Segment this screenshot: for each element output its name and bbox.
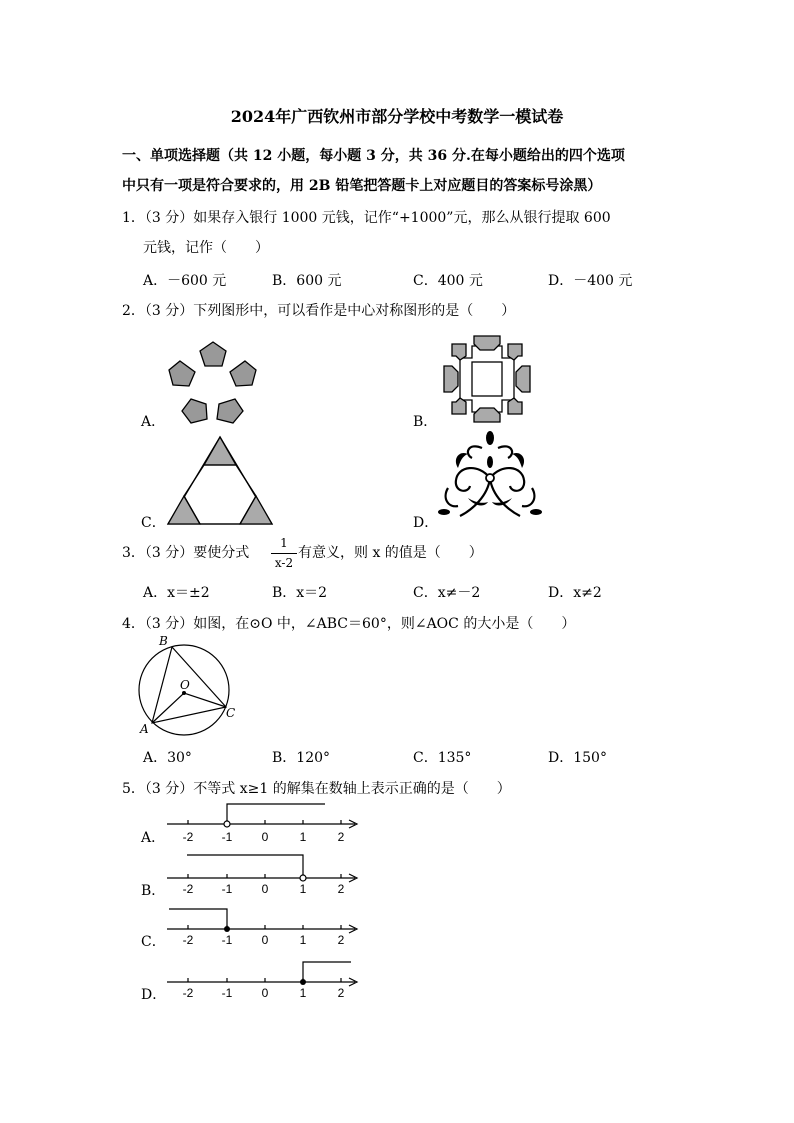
q5-label-c: C． — [141, 934, 166, 950]
q3-option-d: D．x≠2 — [548, 585, 602, 601]
q5-number-line-a — [165, 800, 365, 850]
tick-label: 2 — [337, 882, 345, 896]
tick-label: 2 — [337, 830, 345, 844]
tick-label: -1 — [221, 933, 233, 947]
q1-stem-line1: 1．（3 分）如果存入银行 1000 元钱，记作“+1000”元，那么从银行提取 600 — [122, 210, 611, 226]
tick-label: -2 — [182, 986, 194, 1000]
section-heading-line1: 一、单项选择题（共 12 小题，每小题 3 分，共 36 分.在每小题给出的四个选项 — [122, 148, 625, 164]
q3-option-c: C．x≠－2 — [413, 585, 481, 601]
q1-stem-line2: 元钱，记作（ ） — [143, 240, 269, 256]
q5-number-line-d — [165, 958, 365, 1008]
tick-label: -2 — [182, 882, 194, 896]
q2-label-a: A． — [141, 414, 166, 430]
tick-label: 1 — [299, 986, 307, 1000]
q5-number-line-b — [165, 854, 365, 904]
tick-label: 1 — [299, 882, 307, 896]
tick-label: 2 — [337, 986, 345, 1000]
tick-label: -2 — [182, 830, 194, 844]
q3-fraction-denominator: x-2 — [274, 556, 294, 570]
q2-figure-c-triangle — [166, 435, 274, 527]
q3-fraction-bar — [271, 553, 297, 554]
tick-label: 1 — [299, 830, 307, 844]
q5-label-d: D． — [141, 987, 167, 1003]
q4-stem: 4．（3 分）如图，在⊙O 中，∠ABC＝60°，则∠AOC 的大小是（ ） — [122, 616, 576, 632]
q2-figure-a-pentagons — [165, 337, 260, 427]
q2-label-c: C． — [141, 515, 166, 531]
section-heading-line2: 中只有一项是符合要求的，用 2B 铅笔把答题卡上对应题目的答案标号涂黑） — [122, 178, 602, 194]
tick-label: -1 — [221, 830, 233, 844]
q4-option-a: A．30° — [143, 750, 192, 766]
q5-label-a: A． — [141, 830, 166, 846]
q4-option-b: B．120° — [272, 750, 331, 766]
tick-label: -1 — [221, 986, 233, 1000]
tick-label: 0 — [261, 986, 269, 1000]
q2-figure-d-ornament — [438, 428, 542, 526]
tick-label: -2 — [182, 933, 194, 947]
tick-label: 0 — [261, 933, 269, 947]
tick-label: 2 — [337, 933, 345, 947]
tick-label: 0 — [261, 830, 269, 844]
q2-figure-b-frame — [442, 334, 532, 424]
q4-point-o: O — [180, 678, 190, 692]
tick-label: 0 — [261, 882, 269, 896]
q4-point-c: C — [226, 706, 236, 720]
q2-stem: 2．（3 分）下列图形中，可以看作是中心对称图形的是（ ） — [122, 303, 516, 319]
q1-option-d: D．－400 元 — [548, 273, 633, 289]
q5-label-b: B． — [141, 883, 166, 899]
q2-label-d: D． — [413, 515, 439, 531]
tick-label: -1 — [221, 882, 233, 896]
tick-label: 1 — [299, 933, 307, 947]
q1-option-c: C．400 元 — [413, 273, 483, 289]
q4-point-b: B — [159, 634, 168, 648]
q2-label-b: B． — [413, 414, 438, 430]
q5-stem: 5．（3 分）不等式 x≥1 的解集在数轴上表示正确的是（ ） — [122, 781, 511, 797]
q3-stem-prefix: 3．（3 分）要使分式 — [122, 545, 250, 561]
q4-option-d: D．150° — [548, 750, 607, 766]
q1-option-b: B．600 元 — [272, 273, 342, 289]
q4-point-a: A — [140, 722, 149, 736]
q3-option-b: B．x＝2 — [272, 585, 328, 601]
q3-stem-suffix: 有意义，则 x 的值是（ ） — [298, 545, 483, 561]
q5-number-line-c — [165, 905, 365, 955]
q3-fraction-numerator: 1 — [280, 536, 288, 550]
q3-option-a: A．x＝±2 — [143, 585, 210, 601]
q4-option-c: C．135° — [413, 750, 472, 766]
q1-option-a: A．－600 元 — [143, 273, 227, 289]
page-title: 2024年广西钦州市部分学校中考数学一模试卷 — [230, 107, 564, 126]
